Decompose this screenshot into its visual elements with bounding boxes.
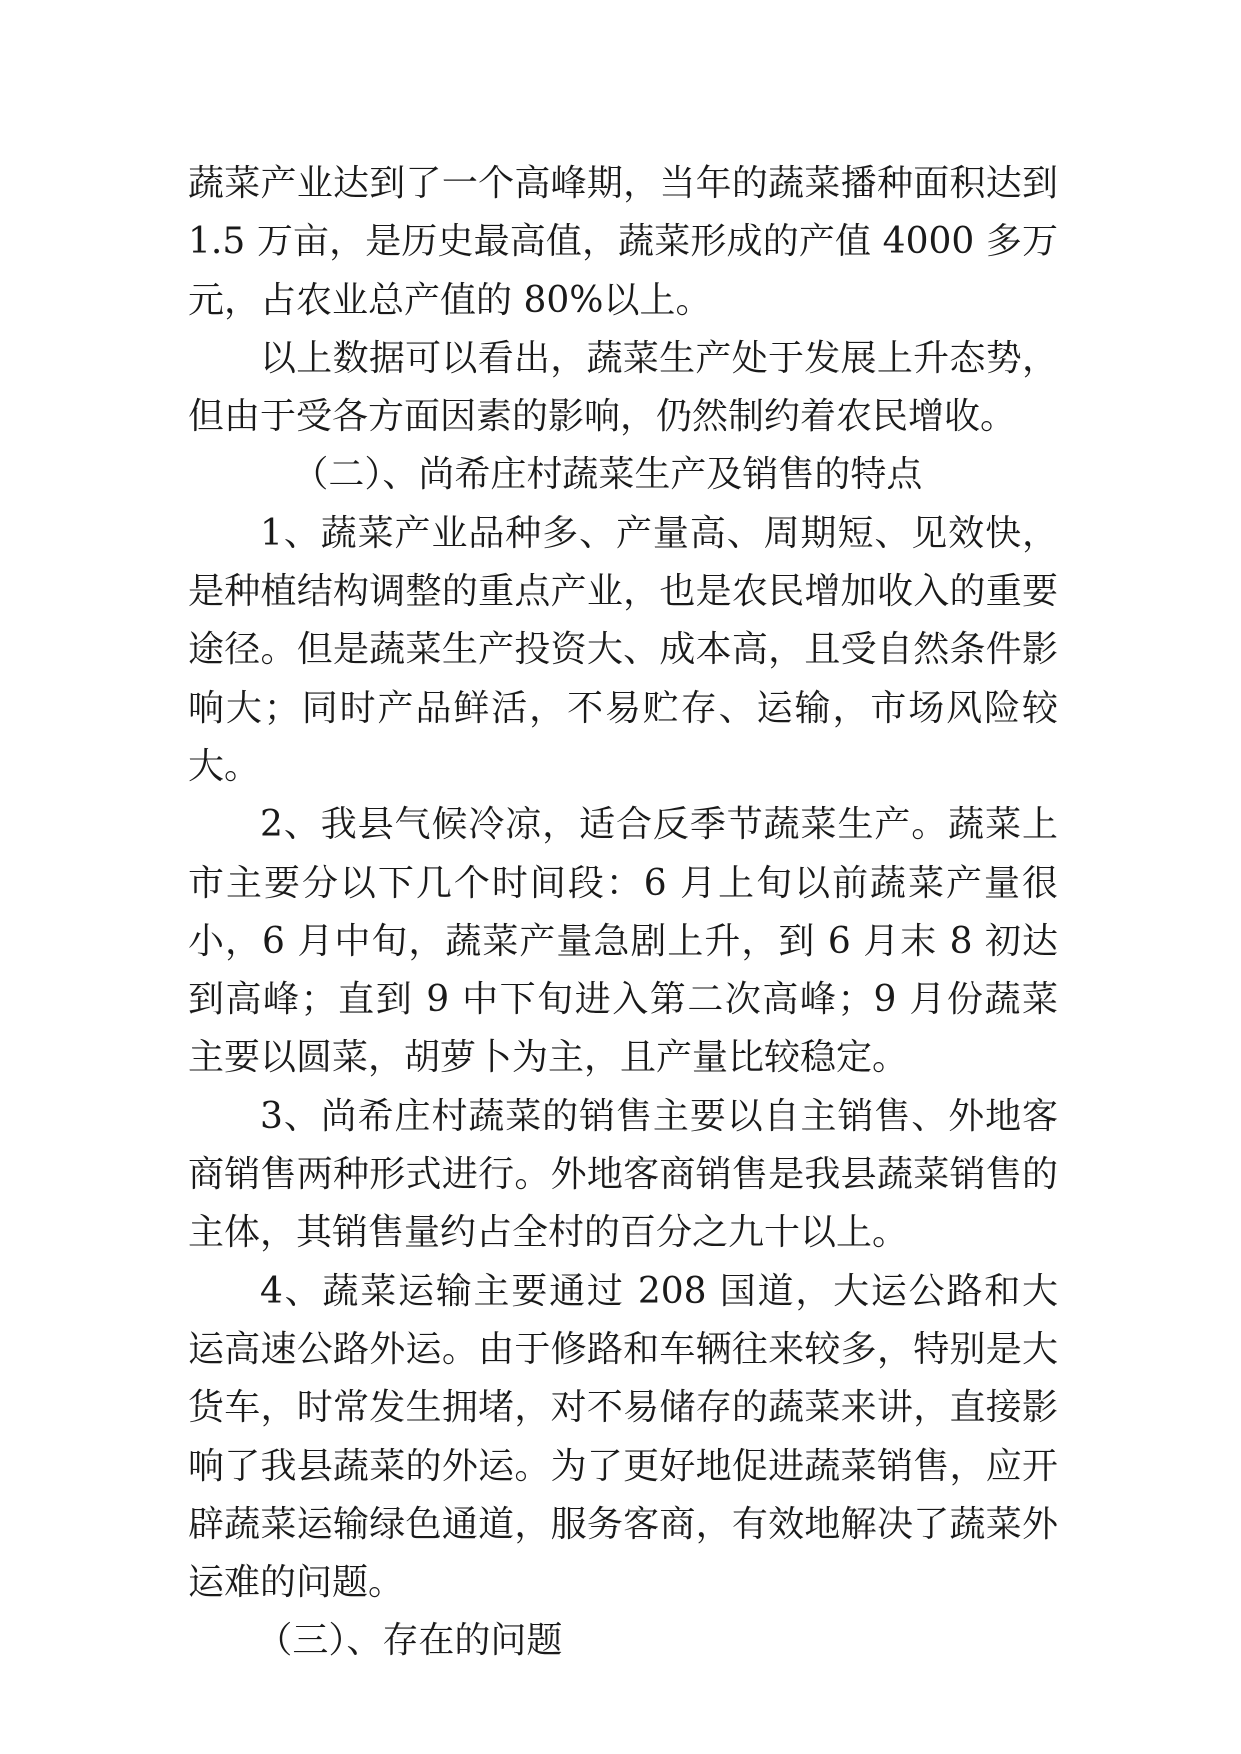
paragraph-feature-1: 1、蔬菜产业品种多、产量高、周期短、见效快，是种植结构调整的重点产业，也是农民增加收入的重要途径。但是蔬菜生产投资大、成本高，且受自然条件影响大；同时产品鲜活，不易贮存、运输，市场风险较大。 xyxy=(188,512,1058,787)
section-heading-3: （三）、存在的问题 xyxy=(256,1620,563,1662)
paragraph-feature-2: 2、我县气候冷凉，适合反季节蔬菜生产。蔬菜上市主要分以下几个时间段：6 月上旬以前蔬菜产量很小，6 月中旬，蔬菜产量急剧上升，到 6 月末 8 初达到高峰；直到 9 中下旬进入第二次高峰；9 月份蔬菜主要以圆菜，胡萝卜为主，且产量比较稳定。 xyxy=(188,804,1058,1079)
paragraph-feature-4: 4、蔬菜运输主要通过 208 国道，大运公路和大运高速公路外运。由于修路和车辆往来较多，特别是大货车，时常发生拥堵，对不易储存的蔬菜来讲，直接影响了我县蔬菜的外运。为了更好地促进蔬菜销售，应开辟蔬菜运输绿色通道，服务客商，有效地解决了蔬菜外运难的问题。 xyxy=(188,1270,1058,1604)
document-body xyxy=(188,155,1058,1671)
paragraph-vegetable-peak: 蔬菜产业达到了一个高峰期，当年的蔬菜播种面积达到 1.5 万亩，是历史最高值，蔬菜形成的产值 4000 多万元，占农业总产值的 80%以上。 xyxy=(188,163,1058,321)
section-heading-2: （二）、尚希庄村蔬菜生产及销售的特点 xyxy=(292,454,923,496)
paragraph-data-analysis: 以上数据可以看出，蔬菜生产处于发展上升态势，但由于受各方面因素的影响，仍然制约着农民增收。 xyxy=(188,337,1058,438)
paragraph-feature-3: 3、尚希庄村蔬菜的销售主要以自主销售、外地客商销售两种形式进行。外地客商销售是我县蔬菜销售的主体，其销售量约占全村的百分之九十以上。 xyxy=(188,1095,1058,1254)
